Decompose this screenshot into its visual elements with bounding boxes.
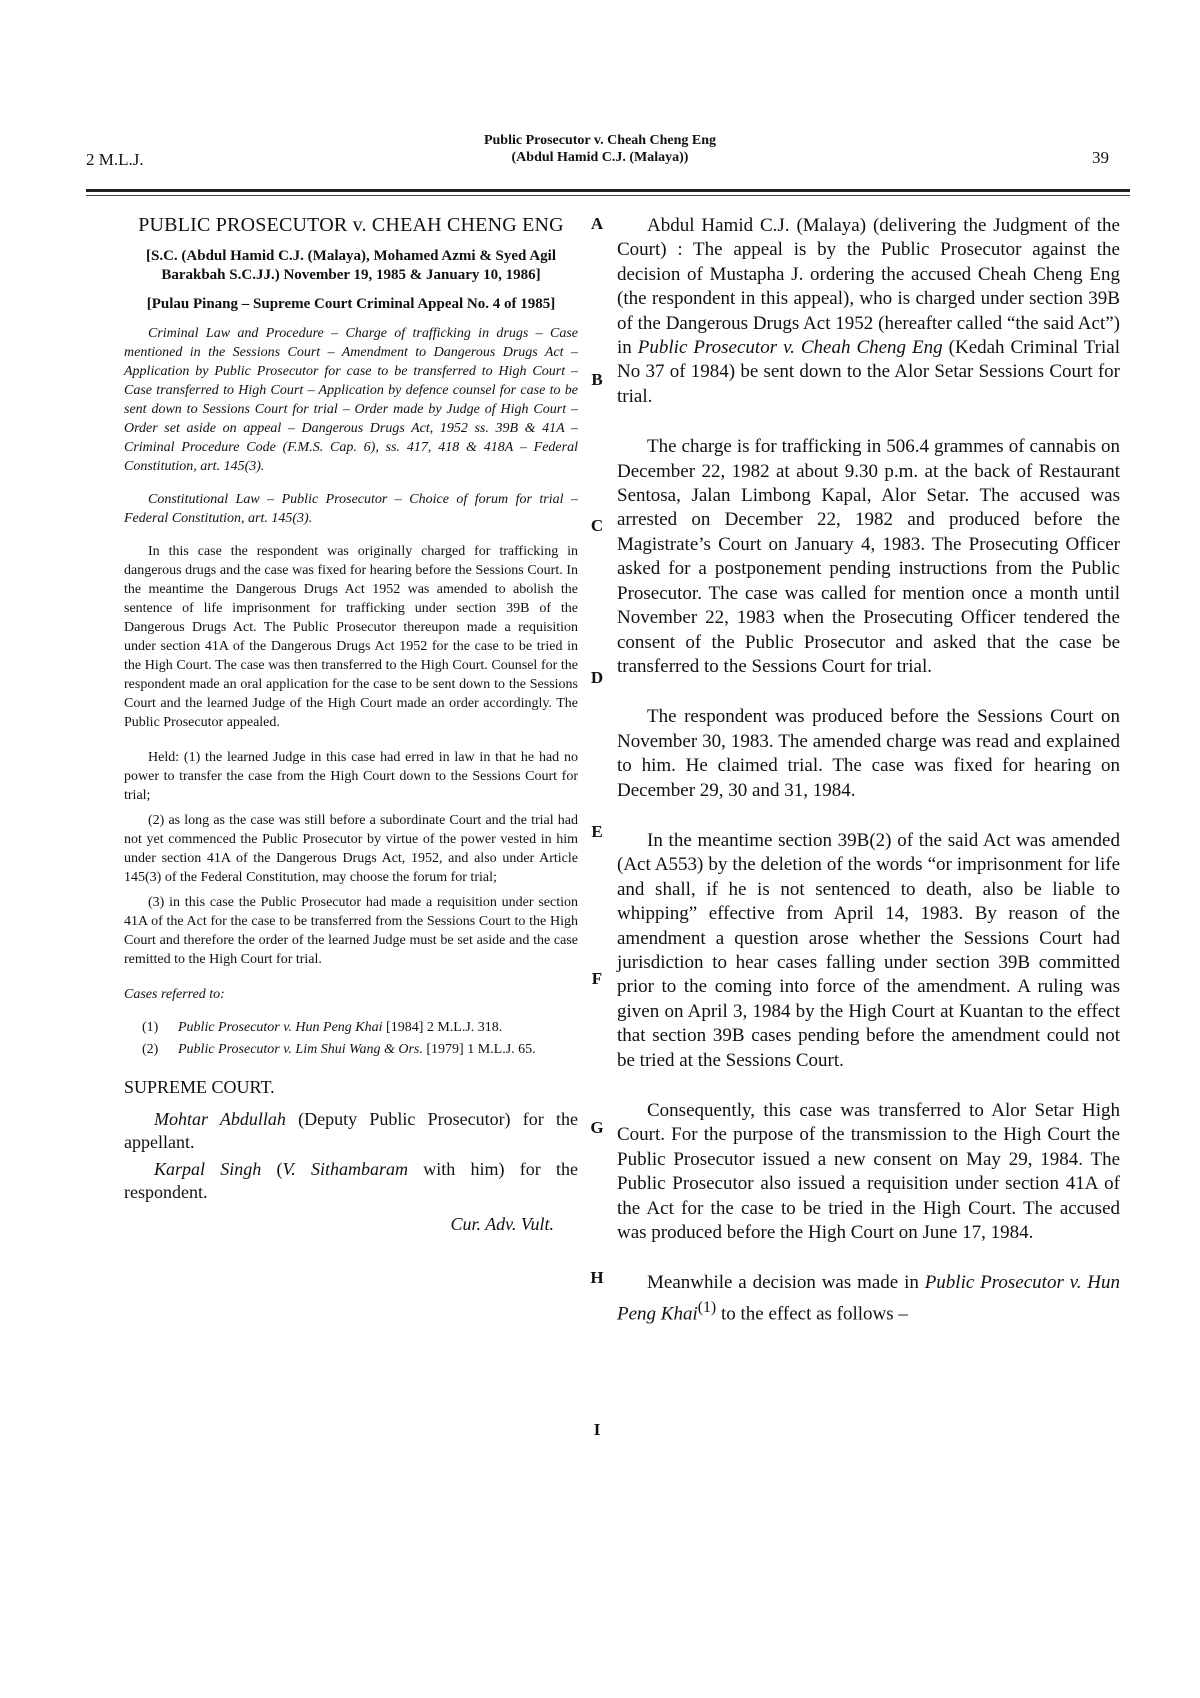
- court-heading: SUPREME COURT.: [124, 1077, 275, 1097]
- counsel-appellant-name: Mohtar Abdullah: [154, 1109, 286, 1129]
- judgment-p6-case: Public Prosecutor v. Hun Peng Khai: [617, 1272, 1120, 1325]
- marker-a: A: [590, 214, 604, 233]
- marker-c: C: [590, 516, 604, 535]
- case-reference-cite: [1979] 1 M.L.J. 65.: [422, 1042, 536, 1057]
- judgment-p6-text-b: to the effect as follows –: [716, 1303, 908, 1325]
- judgment-paragraph-4: In the meantime section 39B(2) of the said Act was amended (Act A553) by the deletion of the words “or imprisonment for life and shall, if he is not sentenced to death, also be liable to whipping” effective from April 14, 1983. By reason of the amendment a question arose whether the Sessions Court had jurisdiction to hear cases falling under section 39B committed prior to the coming into force of the amendment. A ruling was given on April 3, 1984 by the High Court at Kuantan to the effect that section 39B cases pending before the amendment could not be tried at the Sessions Court.: [617, 829, 1120, 1071]
- case-reference-name: Public Prosecutor v. Hun Peng Khai: [178, 1020, 383, 1035]
- counsel-appellant: [124, 1108, 578, 1154]
- cases-referred-heading: Cases referred to:: [124, 987, 225, 1002]
- held-3: (3) in this case the Public Prosecutor had made a requisition under section 41A of the Act for the case to be transferred from the Sessions Court to the High Court and therefore the order of the learned Judge must be set aside and the case remitted to the High Court for trial.: [124, 895, 578, 967]
- headnote-column: [124, 214, 578, 1235]
- marker-f: F: [591, 969, 603, 988]
- judgment-paragraph-6: [617, 1271, 1120, 1326]
- case-reference: [142, 1019, 578, 1037]
- marker-e: E: [591, 822, 603, 841]
- counsel-respondent-paren: (: [261, 1159, 283, 1179]
- page-number: 39: [1092, 148, 1109, 167]
- counsel-respondent-name: Karpal Singh: [154, 1159, 262, 1179]
- catchwords-criminal: Criminal Law and Procedure – Charge of trafficking in drugs – Case mentioned in the Sessions Court – Amendment to Dangerous Drugs Act – Application by Public Prosecutor for case to be transferred to High Court – Case transferred to High Court – Application by defence counsel for case to be sent down to Sessions Court for trial – Order made by Judge of High Court – Order set aside on appeal – Dangerous Drugs Act, 1952 ss. 39B & 41A – Criminal Procedure Code (F.M.S. Cap. 6), ss. 417, 418 & 418A – Federal Constitution, art. 145(3).: [124, 326, 578, 474]
- case-title: PUBLIC PROSECUTOR v. CHEAH CHENG ENG: [138, 214, 564, 236]
- marker-i: I: [593, 1420, 601, 1439]
- judgment-paragraph-5: Consequently, this case was transferred to Alor Setar High Court. For the purpose of the transmission to the High Court the Public Prosecutor issued a new consent on May 29, 1984. The Public Prosecutor also issued a requisition under section 41A of the Act for the case to be tried in the High Court. The accused was produced before the High Court on June 17, 1984.: [617, 1100, 1120, 1244]
- case-reference: [142, 1041, 578, 1059]
- judgment-paragraph-3: The respondent was produced before the Sessions Court on November 30, 1983. The amended charge was read and explained to him. He claimed trial. The case was fixed for hearing on December 29, 30 and 31, 1984.: [617, 706, 1120, 801]
- court-reference: [Pulau Pinang – Supreme Court Criminal Appeal No. 4 of 1985]: [146, 296, 556, 312]
- judgment-paragraph-2: The charge is for trafficking in 506.4 grammes of cannabis on December 22, 1982 at about 9.30 p.m. at the back of Restaurant Sentosa, Jalan Limbong Kapal, Alor Setar. The accused was arrested on December 22, 1982 and produced before the Magistrate’s Court on January 4, 1983. The Prosecuting Officer asked for a postponement pending instructions from the Public Prosecutor. The case was called for mention once a month until November 22, 1983 when the Prosecuting Officer tendered the consent of the Public Prosecutor and asked that the case be transferred to the Sessions Court for trial.: [617, 436, 1120, 677]
- catchwords-constitutional: Constitutional Law – Public Prosecutor – Choice of forum for trial – Federal Constitution, art. 145(3).: [124, 492, 578, 526]
- counsel-respondent: [124, 1158, 578, 1204]
- case-summary: In this case the respondent was originally charged for trafficking in dangerous drugs and the case was fixed for hearing before the Sessions Court. In the meantime the Dangerous Drugs Act 1952 was amended to abolish the sentence of life imprisonment for trafficking under section 39B of the Dangerous Drugs Act. The Public Prosecutor thereupon made a requisition under section 41A of the Dangerous Drugs Act 1952 for the case to be tried in the High Court. The case was then transferred to the High Court. Counsel for the respondent made an oral application for the case to be sent down to the Sessions Court and the learned Judge of the High Court made an order accordingly. The Public Prosecutor appealed.: [124, 544, 578, 730]
- held-2: (2) as long as the case was still before a subordinate Court and the trial had not yet commenced the Public Prosecutor by virtue of the power vested in him under section 41A of the Dangerous Drugs Act, 1952, and also under Article 145(3) of the Federal Constitution, may choose the forum for trial;: [124, 813, 578, 885]
- case-reference-number: (1): [142, 1020, 159, 1035]
- counsel-appellant-rest: (Deputy Public Prosecutor) for the appellant.: [124, 1109, 578, 1152]
- counsel-respondent-rest: with him) for the respondent.: [124, 1159, 579, 1202]
- case-reference-text: [178, 1019, 578, 1037]
- judgment-p1-case: Public Prosecutor v. Cheah Cheng Eng: [637, 337, 943, 359]
- counsel-respondent-assoc: V. Sithambaram: [282, 1159, 408, 1179]
- held-1: Held: (1) the learned Judge in this case had erred in law in that he had no power to transfer the case from the High Court down to the Sessions Court for trial;: [124, 750, 578, 803]
- judgment-paragraph-1: [617, 214, 1120, 409]
- section-markers: [580, 0, 614, 1698]
- judgment-p6-footnote-ref: (1): [697, 1298, 717, 1316]
- bench-details: [S.C. (Abdul Hamid C.J. (Malaya), Mohamed Azmi & Syed Agil Barakbah S.C.JJ.) November 19, 1985 & January 10, 1986]: [145, 248, 556, 283]
- judgment-p6-text-a: Meanwhile a decision was made in: [647, 1272, 925, 1294]
- case-reference-cite: [1984] 2 M.L.J. 318.: [382, 1020, 503, 1035]
- reporter-citation: 2 M.L.J.: [86, 150, 144, 169]
- cur-adv-vult: Cur. Adv. Vult.: [450, 1214, 554, 1234]
- case-reference-name: Public Prosecutor v. Lim Shui Wang & Ors.: [178, 1042, 423, 1057]
- judgment-p1-text-a: Abdul Hamid C.J. (Malaya) (delivering the Judgment of the Court) : The appeal is by the Public Prosecutor against the decision of Mustapha J. ordering the accused Cheah Cheng Eng (the respondent in this appeal), who is charged under section 39B of the Dangerous Drugs Act 1952 (hereafter called “the said Act”) in: [617, 215, 1120, 359]
- marker-h: H: [590, 1268, 604, 1287]
- case-reference-number: (2): [142, 1042, 159, 1057]
- judgment-p1-text-b: (Kedah Criminal Trial No 37 of 1984) be sent down to the Alor Setar Sessions Court for trial.: [617, 337, 1121, 407]
- judgment-column: [617, 214, 1120, 1353]
- marker-g: G: [590, 1118, 604, 1137]
- case-reference-text: [178, 1041, 578, 1059]
- running-title-line2: (Abdul Hamid C.J. (Malaya)): [511, 150, 689, 165]
- marker-d: D: [590, 668, 604, 687]
- marker-b: B: [591, 370, 603, 389]
- running-title-line1: Public Prosecutor v. Cheah Cheng Eng: [483, 133, 717, 148]
